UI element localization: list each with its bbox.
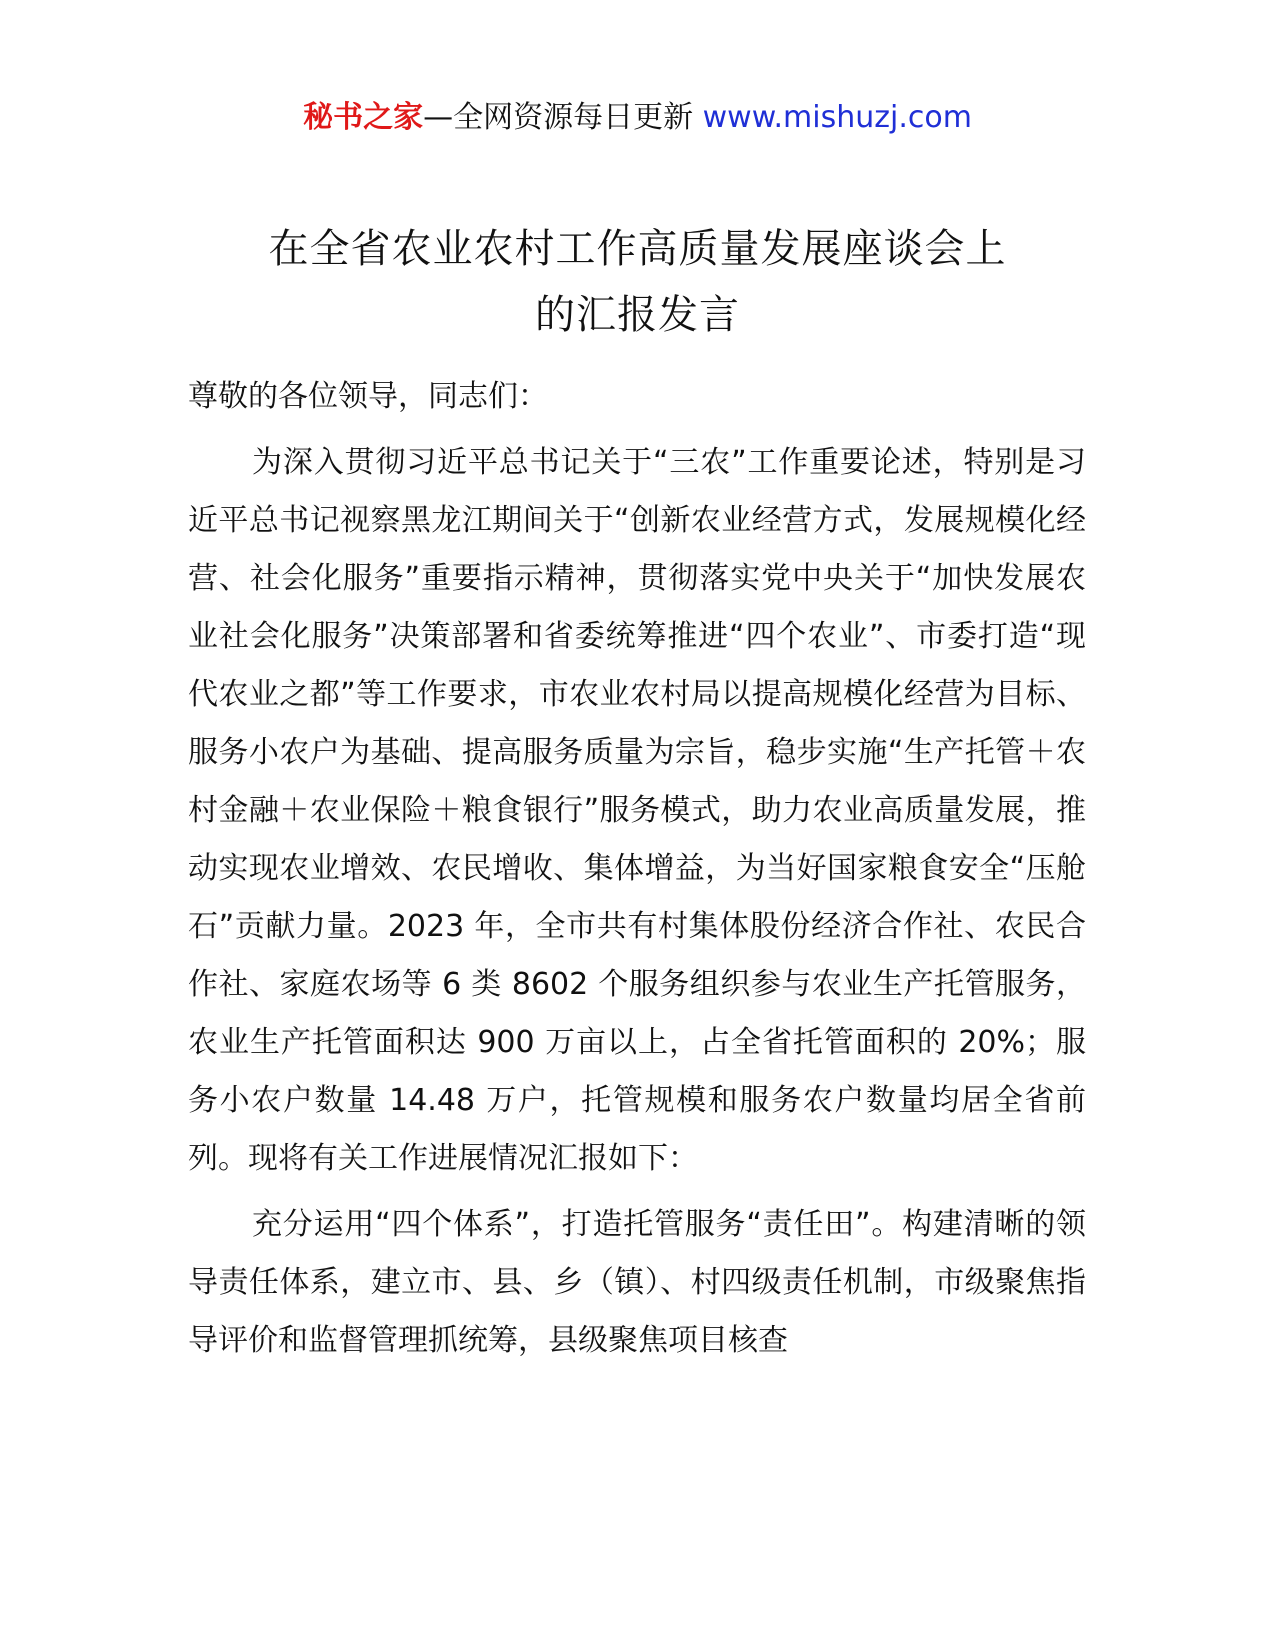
title-line-1: 在全省农业农村工作高质量发展座谈会上: [268, 226, 1007, 272]
title-line-2: 的汇报发言: [535, 292, 740, 338]
greeting: 尊敬的各位领导，同志们：: [188, 379, 548, 414]
document-title: [160, 216, 1115, 348]
site-header: [0, 96, 1275, 140]
site-url: www.mishuzj.com: [702, 100, 972, 135]
document-body: [188, 368, 1086, 1370]
brand-name: 秘书之家: [303, 100, 424, 135]
paragraph-1: 为深入贯彻习近平总书记关于“三农”工作重要论述，特别是习近平总书记视察黑龙江期间关于“创新农业经营方式，发展规模化经营、社会化服务”重要指示精神，贯彻落实党中央关于“加快发展农业社会化服务”决策部署和省委统筹推进“四个农业”、市委打造“现代农业之都”等工作要求，市农业农村局以提高规模化经营为目标、服务小农户为基础、提高服务质量为宗旨，稳步实施“生产托管＋农村金融＋农业保险＋粮食银行”服务模式，助力农业高质量发展，推动实现农业增效、农民增收、集体增益，为当好国家粮食安全“压舱石”贡献力量。2023 年，全市共有村集体股份经济合作社、农民合作社、家庭农场等 6 类 8602 个服务组织参与农业生产托管服务，农业生产托管面积达 900 万亩以上，占全省托管面积的 20%；服务小农户数量 14.48 万户，托管规模和服务农户数量均居全省前列。现将有关工作进展情况汇报如下：: [188, 445, 1086, 1176]
paragraph-2: 充分运用“四个体系”，打造托管服务“责任田”。构建清晰的领导责任体系，建立市、县、乡（镇）、村四级责任机制，市级聚焦指导评价和监督管理抓统筹，县级聚焦项目核查: [188, 1207, 1086, 1358]
header-tagline: —全网资源每日更新: [423, 100, 703, 135]
